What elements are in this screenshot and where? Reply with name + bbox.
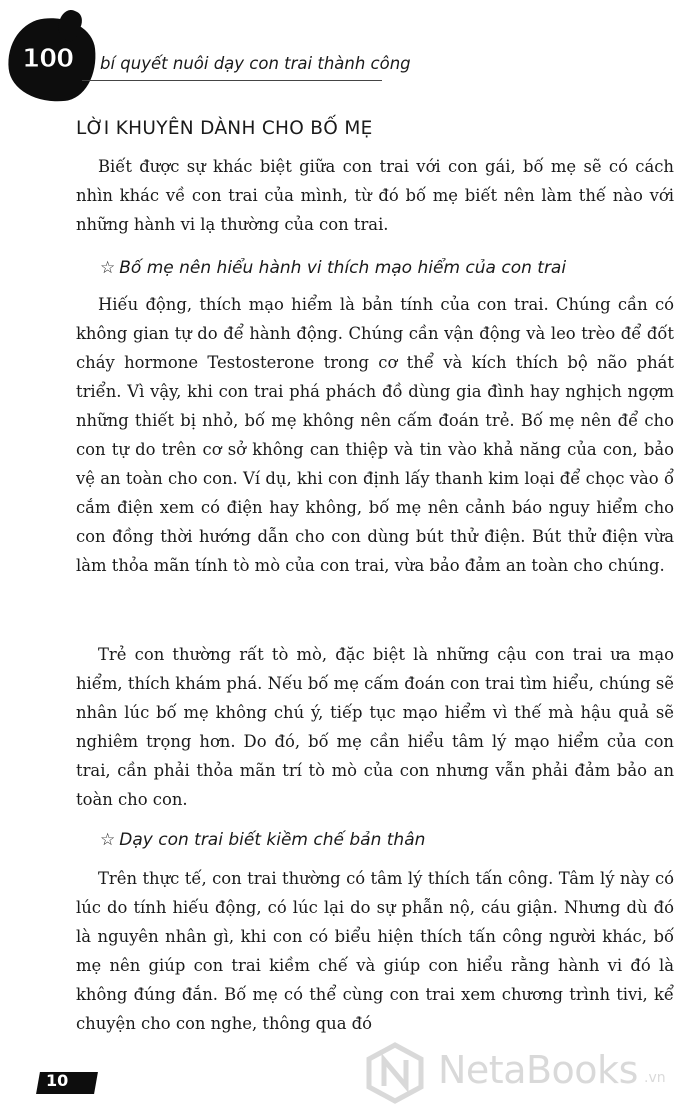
section-heading: LỜI KHUYÊN DÀNH CHO BỐ MẸ (76, 118, 373, 139)
intro-paragraph: Biết được sự khác biệt giữa con trai với con gái, bố mẹ sẽ có cách nhìn khác về con trai của mình, từ đó bố mẹ biết nên làm thế nào với những hành vi lạ thường của con trai. (76, 157, 674, 234)
page-number: 10 (46, 1071, 69, 1090)
header-badge-number: 100 (22, 44, 74, 74)
subsection-heading-1 (100, 258, 566, 278)
netabooks-logo-icon (364, 1042, 426, 1104)
subsection-heading-text: Bố mẹ nên hiểu hành vi thích mạo hiểm của con trai (119, 258, 567, 278)
watermark (364, 1040, 694, 1106)
paragraph: Trên thực tế, con trai thường có tâm lý thích tấn công. Tâm lý này có lúc do tính hiếu động, có lúc lại do sự phẫn nộ, cáu giận. Nhưng dù đó là nguyên nhân gì, khi con có biểu hiện thích tấn công người khác, bố mẹ nên giúp con trai kiềm chế và giúp con hiểu rằng hành vi đó là không đúng đắn. Bố mẹ có thể cùng con trai xem chương trình tivi, kể chuyện cho con nghe, thông qua đó (76, 869, 674, 1033)
header-underline (82, 80, 382, 81)
paragraph: Trẻ con thường rất tò mò, đặc biệt là những cậu con trai ưa mạo hiểm, thích khám phá. Nếu bố mẹ cấm đoán con trai tìm hiểu, chúng sẽ nhân lúc bố mẹ không chú ý, tiếp tục mạo hiểm vì thế mà hậu quả sẽ nghiêm trọng hơn. Do đó, bố mẹ cần hiểu tâm lý mạo hiểm của con trai, cần phải thỏa mãn trí tò mò của con nhưng vẫn phải đảm bảo an toàn cho con. (76, 645, 674, 809)
watermark-brand: NetaBooks (438, 1048, 638, 1092)
star-outline-icon: ☆ (100, 830, 116, 850)
book-title: bí quyết nuôi dạy con trai thành công (100, 54, 411, 73)
subsection-heading-text: Dạy con trai biết kiềm chế bản thân (119, 830, 426, 850)
paragraph: Hiếu động, thích mạo hiểm là bản tính của con trai. Chúng cần có không gian tự do để hành động. Chúng cần vận động và leo trèo để đốt cháy hormone Testosterone trong cơ thể và kích thích bộ não phát triển. Vì vậy, khi con trai phá phách đồ dùng gia đình hay nghịch ngợm những thiết bị nhỏ, bố mẹ không nên cấm đoán trẻ. Bố mẹ nên để cho con tự do trên cơ sở không can thiệp và tin vào khả năng của con, bảo vệ an toàn cho con. Ví dụ, khi con định lấy thanh kim loại để chọc vào ổ cắm điện xem có điện hay không, bố mẹ nên cảnh báo nguy hiểm cho con đồng thời hướng dẫn cho con dùng bút thử điện. Bút thử điện vừa làm thỏa mãn tính tò mò của con trai, vừa bảo đảm an toàn cho chúng. (76, 295, 674, 575)
page-header (8, 18, 468, 104)
subsection-heading-2 (100, 830, 425, 850)
watermark-suffix: .vn (644, 1070, 666, 1086)
star-outline-icon: ☆ (100, 258, 116, 278)
